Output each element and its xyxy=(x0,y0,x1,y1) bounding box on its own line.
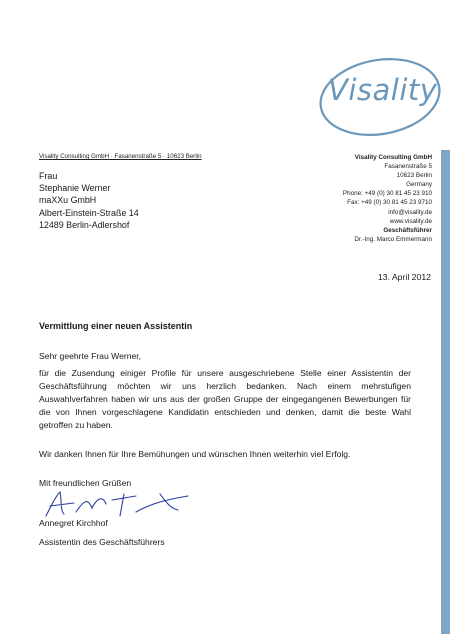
salutation: Sehr geehrte Frau Werner, xyxy=(39,351,142,361)
company-phone: Phone: +49 (0) 30 81 45 23 910 xyxy=(342,190,432,198)
recipient-line: Frau xyxy=(39,171,58,181)
recipient-address xyxy=(39,170,139,231)
signer-name: Annegret Kirchhof xyxy=(39,518,108,528)
letter-date: 13. April 2012 xyxy=(377,272,431,282)
recipient-line: 12489 Berlin-Adlershof xyxy=(39,219,130,230)
company-name: Visality Consulting GmbH xyxy=(354,154,432,161)
body-paragraph: für die Zusendung einiger Profile für unsere ausgeschriebene Stelle einer Assistentin der Geschäftsführung möchten wir uns herzlich bedanken. Nach einem mehrstufigen Auswahlverfahren haben wir uns aus der großen Gruppe der eingegangenen Bewerbungen für die von Ihnen vorgeschlagene Kandidatin entschieden und denken, damit die beste Wahl getroffen zu haben. xyxy=(39,368,411,430)
company-info-block xyxy=(272,153,432,244)
company-fax: Fax: +49 (0) 30 81 45 23 9710 xyxy=(347,199,432,207)
company-ceo: Dr.-Ing. Marco Emmermann xyxy=(354,235,432,243)
company-role-label: Geschäftsführer xyxy=(383,226,432,234)
closing-phrase: Mit freundlichen Grüßen xyxy=(39,478,132,488)
company-logo-text: Visality xyxy=(328,73,438,107)
recipient-line: Albert-Einstein-Straße 14 xyxy=(39,207,139,218)
company-city: 10623 Berlin xyxy=(396,172,432,180)
side-color-bar xyxy=(441,150,450,634)
company-country: Germany xyxy=(406,181,432,189)
company-street: Fasanenstraße 5 xyxy=(384,163,432,171)
recipient-line: maXXu GmbH xyxy=(39,195,97,206)
company-email: info@visality.de xyxy=(388,208,432,216)
return-address-line: Visality Consulting GmbH · Fasanenstraße 5 · 10623 Berlin xyxy=(39,153,202,160)
signer-title: Assistentin des Geschäftsführers xyxy=(39,537,165,547)
recipient-line: Stephanie Werner xyxy=(39,183,111,194)
thanks-paragraph: Wir danken Ihnen für Ihre Bemühungen und wünschen Ihnen weiterhin viel Erfolg. xyxy=(39,449,351,459)
letter-subject: Vermittlung einer neuen Assistentin xyxy=(39,321,193,331)
company-web: www.visality.de xyxy=(389,217,432,225)
